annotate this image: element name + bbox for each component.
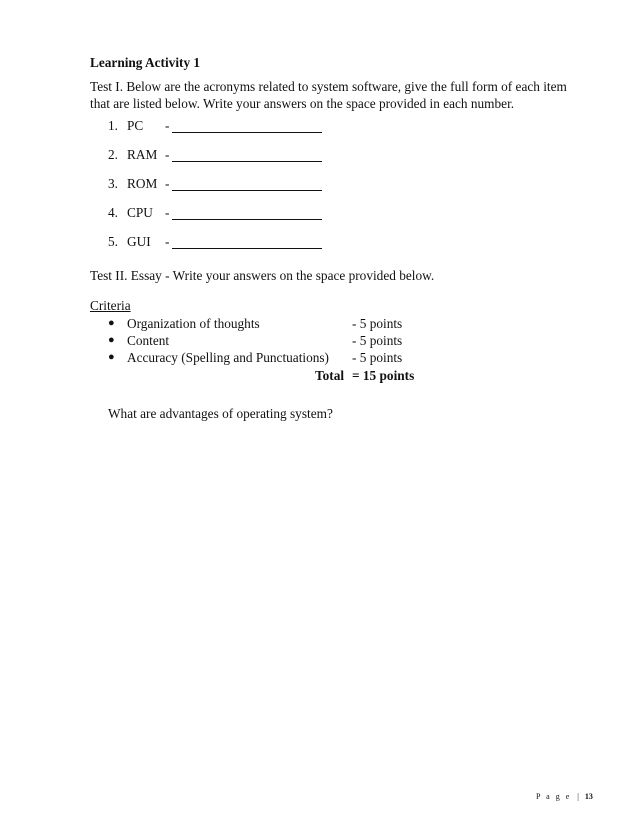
test2-instructions: Test II. Essay - Write your answers on the space provided below. (90, 268, 435, 283)
criterion-points: - 5 points (352, 333, 403, 348)
page-number: 13 (584, 792, 593, 801)
criterion-points: - 5 points (352, 350, 403, 365)
answer-blank[interactable] (172, 248, 322, 249)
acronym-label: CPU (127, 205, 153, 220)
answer-blank[interactable] (172, 219, 322, 220)
dash: - (165, 234, 170, 249)
page-label: P a g e (536, 792, 572, 801)
dash: - (165, 118, 170, 133)
acronym-label: PC (127, 118, 144, 133)
answer-blank[interactable] (172, 132, 322, 133)
criteria-list (108, 315, 428, 366)
criterion-label: Content (127, 333, 170, 348)
item-number: 1. (108, 118, 118, 133)
total-label: Total (315, 368, 345, 383)
item-number: 4. (108, 205, 118, 220)
total-value: = 15 points (352, 368, 415, 383)
item-number: 3. (108, 176, 118, 191)
dash: - (165, 176, 170, 191)
criteria-heading: Criteria (90, 298, 131, 313)
criterion-row (108, 315, 428, 332)
activity-title: Learning Activity 1 (90, 55, 201, 70)
item-number: 5. (108, 234, 118, 249)
test1-instructions: Test I. Below are the acronyms related to system software, give the full form of each item that are listed below. Write your answers on the space provided in each number. (90, 79, 567, 111)
acronym-label: ROM (127, 176, 158, 191)
acronym-label: GUI (127, 234, 151, 249)
page-footer (536, 792, 593, 801)
footer-separator: | (577, 792, 579, 801)
criterion-row (108, 332, 428, 349)
acronym-label: RAM (127, 147, 158, 162)
bullet-icon: ● (108, 351, 115, 363)
bullet-icon: ● (108, 317, 115, 329)
criterion-label: Accuracy (Spelling and Punctuations) (127, 350, 329, 365)
criterion-points: - 5 points (352, 316, 403, 331)
essay-question: What are advantages of operating system? (108, 406, 333, 421)
bullet-icon: ● (108, 334, 115, 346)
dash: - (165, 205, 170, 220)
criterion-label: Organization of thoughts (127, 316, 260, 331)
answer-blank[interactable] (172, 190, 322, 191)
answer-blank[interactable] (172, 161, 322, 162)
dash: - (165, 147, 170, 162)
criterion-row (108, 349, 428, 366)
item-number: 2. (108, 147, 118, 162)
